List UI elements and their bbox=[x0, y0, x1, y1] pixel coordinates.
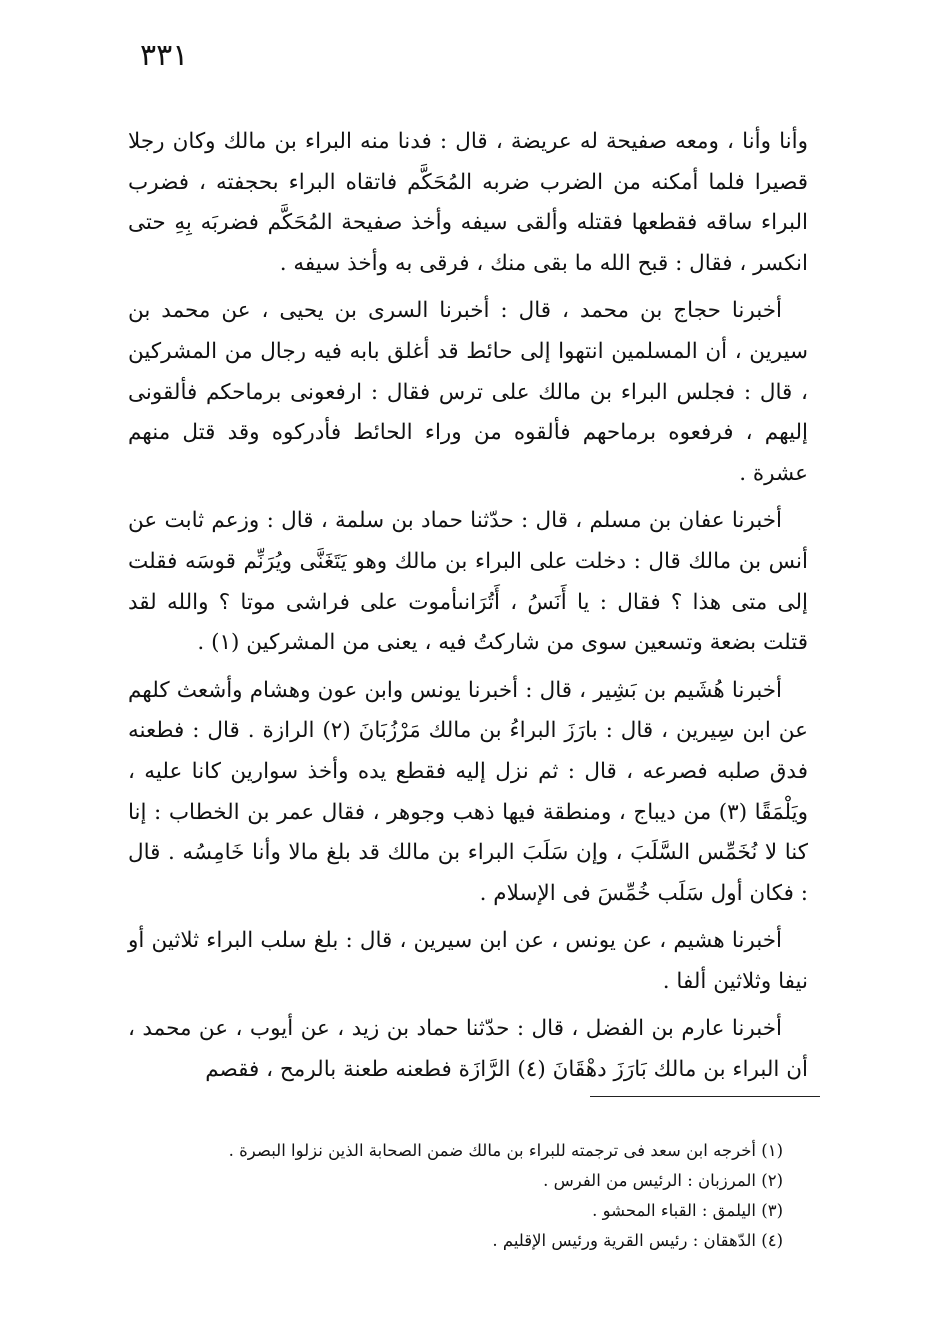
footnote-separator bbox=[590, 1096, 820, 1097]
paragraph: أخبرنا عارم بن الفضل ، قال : حدّثنا حماد بن زيد ، عن أيوب ، عن محمد ، أن البراء بن مالك بَارَزَ دهْقَانَ (٤) الرَّازَة فطعنه طعنة بالرمح ، فقصم bbox=[128, 1016, 808, 1083]
page-number: ٣٣١ bbox=[140, 38, 189, 73]
paragraph: أخبرنا هشيم ، عن يونس ، عن ابن سيرين ، قال : بلغ سلب البراء ثلاثين أو نيفا وثلاثين ألفا . bbox=[128, 928, 808, 994]
footnotes bbox=[128, 1136, 783, 1256]
paragraph: أخبرنا عفان بن مسلم ، قال : حدّثنا حماد بن سلمة ، قال : وزعم ثابت عن أنس بن مالك قال : دخلت على البراء بن مالك وهو يَتَغَنَّى ويُرَنِّم قوسَه فقلت إلى متى هذا ؟ فقال : يا أَنَسُ ، أَتُرَانىأموت على فراشى موتا ؟ والله لقد قتلت بضعة وتسعين سوى من شاركتُ فيه ، يعنى من المشركين (١) . bbox=[128, 508, 808, 656]
paragraph: وأنا وأنا ، ومعه صفيحة له عريضة ، قال : فدنا منه البراء بن مالك وكان رجلا قصيرا فلما أمكنه من الضرب ضربه المُحَكَّم فاتقاه البراء بحجفته ، فضرب البراء ساقه فقطعها فقتله وألقى سيفه وأخذ صفيحة المُحَكَّم فضربَه بِهِ حتى انكسر ، فقال : قبح الله ما بقى منك ، فرقى به وأخذ سيفه . bbox=[128, 129, 808, 276]
footnote: (٢) المرزبان : الرئيس من الفرس . bbox=[543, 1171, 783, 1190]
footnote: (٤) الدّهقان : رئيس القرية ورئيس الإقليم . bbox=[492, 1231, 783, 1250]
paragraph: أخبرنا هُشَيم بن بَشِير ، قال : أخبرنا يونس وابن عون وهشام وأشعث كلهم عن ابن سِيرين ، قال : بارَزَ البراءُ بن مالك مَرْزُبَانَ (٢) الرازة . قال : فطعنه فدق صلبه فصرعه ، قال : ثم نزل إليه فقطع يده وأخذ سوارين كانا عليه ، ويَلْمَقًا (٣) من ديباج ، ومنطقة فيها ذهب وجوهر ، فقال عمر بن الخطاب : إنا كنا لا نُخَمِّس السَّلَبَ ، وإن سَلَبَ البراء بن مالك قد بلغ مالا وأنا خَامِسُه . قال : فكان أول سَلَب خُمِّسَ فى الإسلام . bbox=[128, 677, 808, 906]
paragraph: أخبرنا حجاج بن محمد ، قال : أخبرنا السرى بن يحيى ، عن محمد بن سيرين ، أن المسلمين انتهوا إلى حائط قد أغلق بابه فيه رجال من المشركين ، قال : فجلس البراء بن مالك على ترس فقال : ارفعونى برماحكم فألقونى إليهم ، فرفعوه برماحهم فألقوه من وراء الحائط فأدركوه وقد قتل منهم عشرة . bbox=[128, 298, 808, 486]
footnote: (١) أخرجه ابن سعد فى ترجمته للبراء بن مالك ضمن الصحابة الذين نزلوا البصرة . bbox=[228, 1141, 783, 1160]
footnote: (٣) اليلمق : القباء المحشو . bbox=[592, 1201, 783, 1220]
body-text bbox=[128, 122, 808, 1098]
